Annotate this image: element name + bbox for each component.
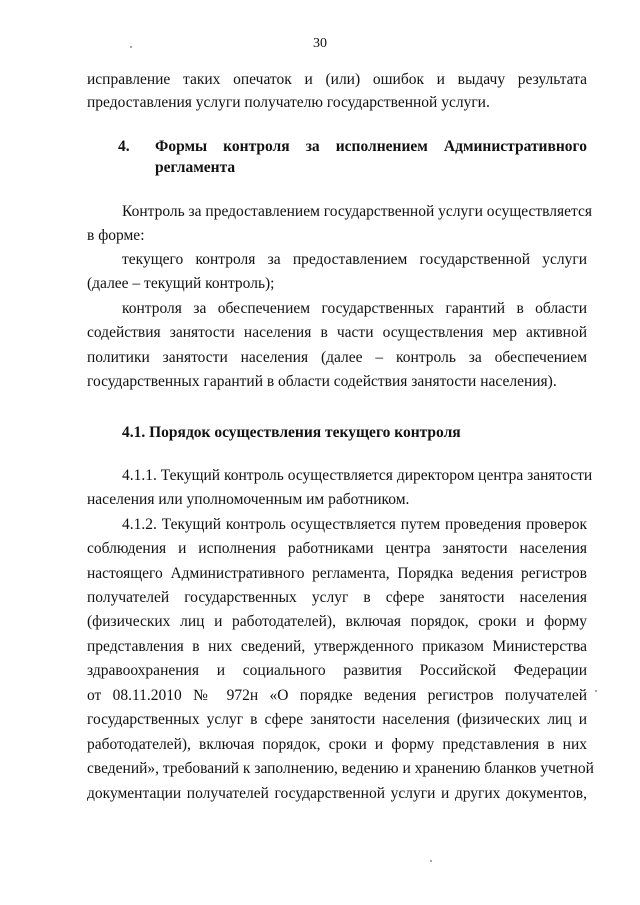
text-line: получателей государственных услуг в сфере занятости населения: [87, 589, 587, 606]
page-number: 30: [313, 36, 327, 51]
section-heading-word: контроля: [223, 138, 290, 155]
text-line: (физических лиц и работодателей), включая порядок, сроки и форму: [87, 613, 587, 630]
text-line: содействия занятости населения в части осуществления мер активной: [87, 324, 587, 341]
text-line: представления в них сведений, утвержденного приказом Министерства: [87, 638, 587, 655]
text-line: государственных гарантий в области содействия занятости населения).: [87, 373, 557, 390]
text-line: 4.1.1. Текущий контроль осуществляется директором центра занятости: [122, 467, 593, 484]
text-line: государственных услуг в сфере занятости населения (физических лиц и: [87, 711, 587, 728]
text-line: соблюдения и исполнения работниками центра занятости населения: [87, 540, 587, 557]
section-number: 4.: [118, 138, 130, 155]
text-line: Контроль за предоставлением государственной услуги осуществляется: [122, 203, 593, 220]
text-line: населения или уполномоченным им работником.: [87, 491, 410, 508]
section-heading-line: [155, 137, 587, 157]
scan-speck: [130, 46, 132, 48]
text-line: сведений», требований к заполнению, ведению и хранению бланков учетной: [87, 760, 594, 777]
scan-speck: [595, 690, 597, 692]
section-heading-word: Административного: [443, 138, 587, 155]
text-line: работодателей), включая порядок, сроки и форму представления в них: [87, 736, 587, 753]
text-line: (далее – текущий контроль);: [87, 275, 275, 292]
text-line: текущего контроля за предоставлением государственной услуги: [122, 251, 587, 268]
text-line: 4.1.2. Текущий контроль осуществляется путем проведения проверок: [122, 516, 587, 533]
text-line: настоящего Административного регламента, Порядка ведения регистров: [87, 565, 587, 582]
section-heading-word: исполнением: [335, 138, 428, 155]
subsection-heading: 4.1. Порядок осуществления текущего контроля: [122, 424, 461, 441]
text-line: контроля за обеспечением государственных гарантий в области: [122, 300, 587, 317]
text-line: в форме:: [87, 227, 145, 244]
text-line: политики занятости населения (далее – контроль за обеспечением: [87, 349, 587, 366]
section-heading-line: регламента: [155, 159, 236, 176]
text-line: исправление таких опечаток и (или) ошибок и выдачу результата: [87, 71, 587, 88]
section-heading-word: Формы: [155, 138, 208, 155]
text-line: документации получателей государственной услуги и других документов,: [87, 785, 587, 802]
text-line: предоставления услуги получателю государственной услуги.: [87, 94, 490, 111]
text-line: здравоохранения и социального развития Российской Федерации: [87, 662, 587, 679]
section-heading-word: за: [305, 138, 320, 155]
scan-speck: [430, 860, 432, 862]
text-line: от 08.11.2010 № 972н «О порядке ведения регистров получателей: [87, 687, 587, 704]
